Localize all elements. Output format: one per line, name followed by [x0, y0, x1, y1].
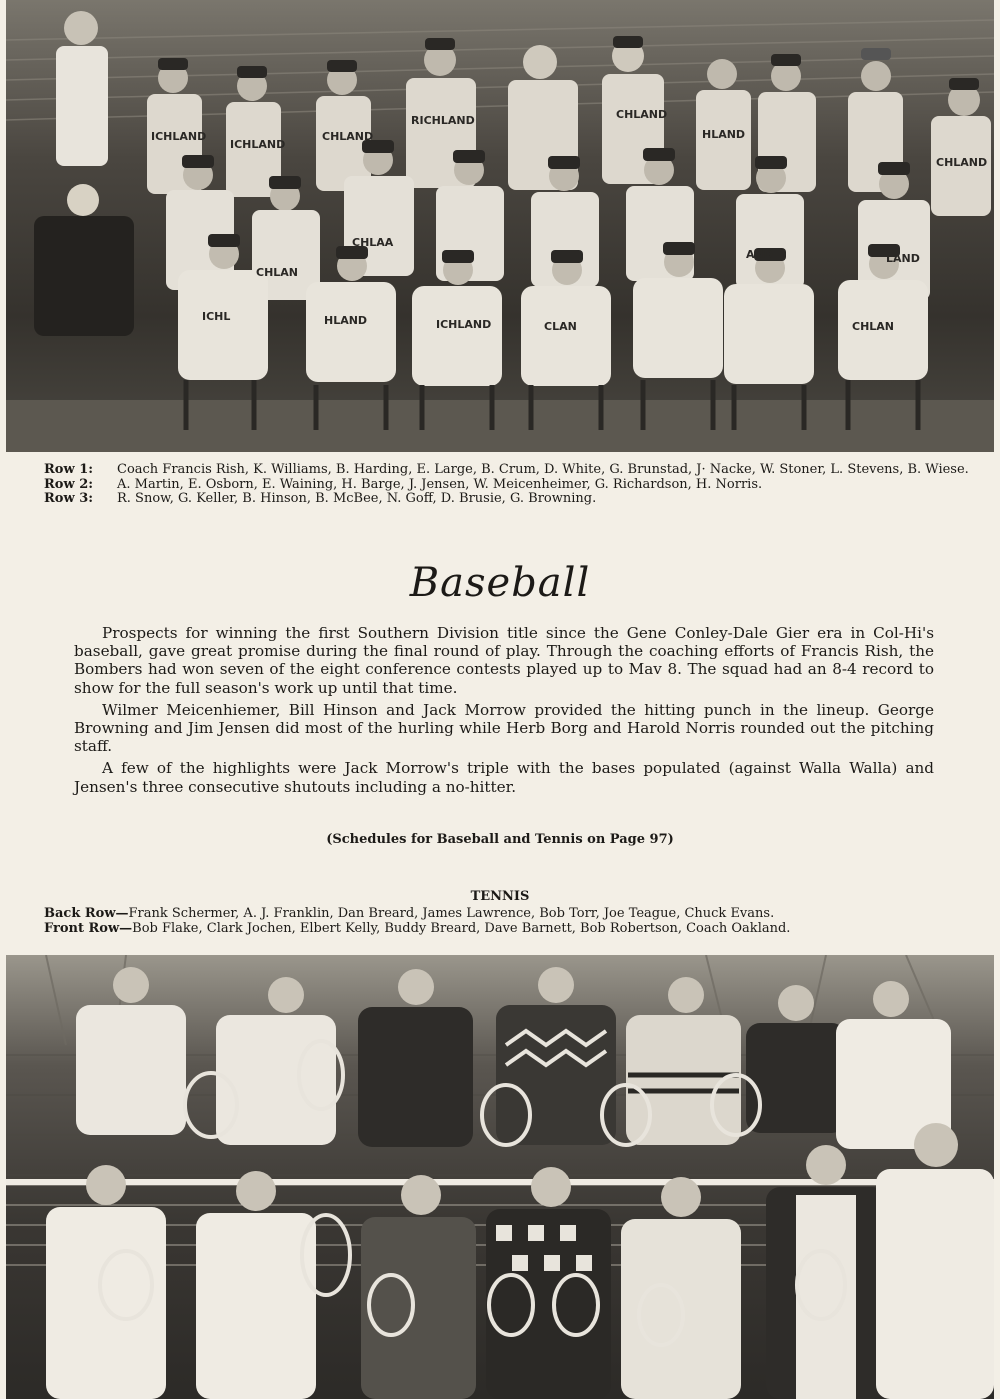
jersey-text: CLAN: [544, 320, 577, 333]
tennis-back-row: [44, 906, 974, 921]
caption-row-2: [44, 478, 970, 493]
tennis-heading: TENNIS: [470, 889, 530, 904]
paragraph: A few of the highlights were Jack Morrow's triple with the bases populated (against Walla Walla) and Jensen's three consecutive shutouts including a no-hitter.: [74, 759, 934, 796]
row-names: A. Martin, E. Osborn, E. Waining, H. Barge, J. Jensen, W. Meicenheimer, G. Richardson, H. Norris.: [117, 476, 763, 492]
row-names: Bob Flake, Clark Jochen, Elbert Kelly, Buddy Breard, Dave Barnett, Bob Robertson, Coach Oakland.: [132, 921, 791, 936]
article-body: [74, 624, 934, 796]
caption-row-3: [44, 492, 970, 507]
jersey-text: CHLAND: [322, 130, 374, 143]
jersey-text: CHLAN: [256, 266, 299, 279]
jersey-text: RICHLAND: [411, 114, 475, 127]
baseball-caption: [44, 463, 970, 507]
jersey-text: ICHL: [202, 310, 231, 323]
jersey-text: ICHLAND: [151, 130, 207, 143]
jersey-text: CHLAA: [352, 236, 394, 249]
tennis-caption: [44, 906, 974, 936]
row-label: Row 1:: [44, 462, 94, 477]
jersey-text: ICHLAND: [436, 318, 492, 331]
page-title: Baseball: [409, 560, 591, 606]
paragraph: Prospects for winning the first Southern Division title since the Gene Conley-Dale Gier era in Col-Hi's baseball, gave great promise during the final round of play. Through the coaching efforts of Francis Rish, the Bombers had won seven of the eight conference contests played up to Mav 8. The squad had an 8-4 record to show for the full season's work up until that time.: [74, 624, 934, 697]
row-names: R. Snow, G. Keller, B. Hinson, B. McBee, N. Goff, D. Brusie, G. Browning.: [117, 491, 597, 506]
baseball-team-photo: [6, 0, 994, 452]
jersey-text: LAND: [886, 252, 920, 265]
jersey-text: CHLAND: [616, 108, 668, 121]
jersey-text: CHLAND: [936, 156, 988, 169]
jersey-text: HLAND: [702, 128, 746, 141]
row-names: Coach Francis Rish, K. Williams, B. Harding, E. Large, B. Crum, D. White, G. Brunstad, J· Nacke, W. Stoner, L. Stevens, B. Wiese.: [117, 462, 969, 477]
paragraph: Wilmer Meicenhiemer, Bill Hinson and Jack Morrow provided the hitting punch in the lineup. George Browning and Jim Jensen did most of the hurling while Herb Borg and Harold Norris rounded out the pitching staff.: [74, 700, 934, 756]
row-label: Row 3:: [44, 491, 94, 506]
jersey-text: AND: [746, 248, 773, 261]
schedule-note: (Schedules for Baseball and Tennis on Page 97): [326, 832, 674, 847]
caption-row-1: [44, 463, 970, 478]
jersey-text: CHLAN: [852, 320, 895, 333]
row-label: Row 2:: [44, 476, 94, 492]
row-label: Front Row—: [44, 921, 133, 936]
baseball-team-illustration: [6, 0, 994, 452]
jersey-text: HLAND: [324, 314, 368, 327]
tennis-front-row: [44, 921, 974, 936]
tennis-team-illustration: [6, 955, 994, 1399]
player-figure: [56, 11, 108, 166]
tennis-team-photo: [6, 955, 994, 1399]
jersey-text: ICHLAND: [230, 138, 286, 151]
row-names: Frank Schermer, A. J. Franklin, Dan Breard, James Lawrence, Bob Torr, Joe Teague, Chuck Evans.: [128, 906, 775, 921]
row-label: Back Row—: [44, 906, 129, 921]
